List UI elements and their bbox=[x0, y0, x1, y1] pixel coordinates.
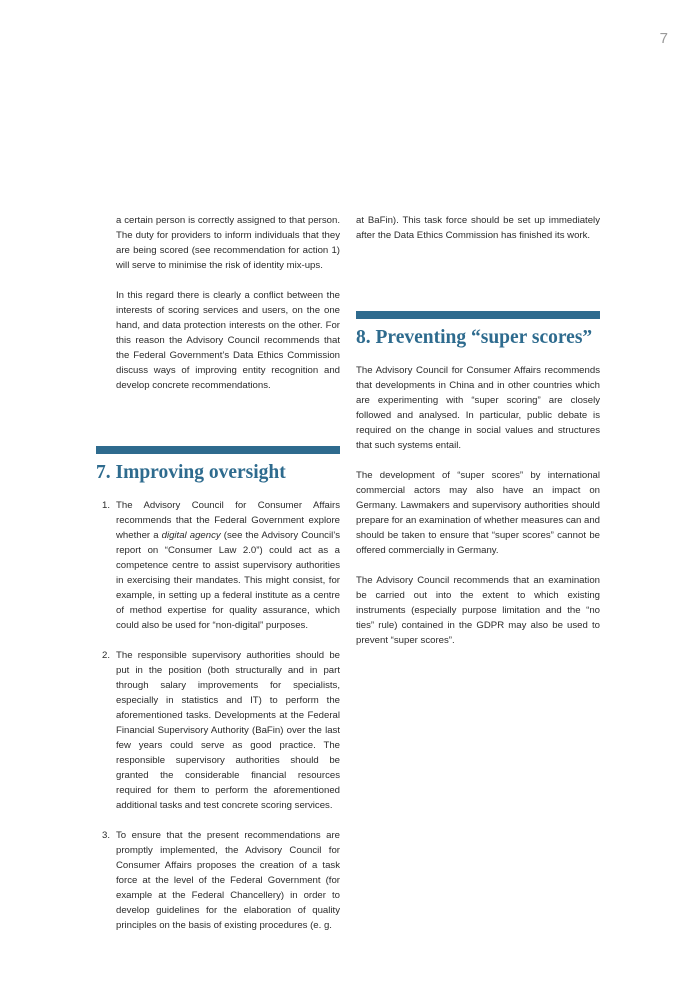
section-8-text bbox=[356, 363, 600, 663]
list-item-number: 1. bbox=[102, 500, 111, 511]
list-item-number: 3. bbox=[102, 830, 111, 841]
section-7-divider bbox=[96, 446, 340, 454]
page-number: 7 bbox=[659, 30, 668, 47]
paragraph: The development of “super scores” by international commercial actors may also have an impact on Germany. Lawmakers and supervisory authorities should prepare for an examination of whether measures can and should be taken to ensure that “super scores” cannot be offered commercially in Germany. bbox=[356, 470, 600, 556]
paragraph: The Advisory Council recommends that an examination be carried out into the extent to which existing instruments (especially purpose limitation and the “no ties” rule) contained in the GDPR may also be used to prevent “super scores”. bbox=[356, 575, 600, 646]
list-item bbox=[102, 828, 340, 933]
list-item-text: The responsible supervisory authorities should be put in the position (both structurally and in part through salary improvements for specialists, especially in statistics and IT) to perform the aforementioned tasks. Developments at the Federal Financial Supervisory Authority (BaFin) over the last few years could serve as good practice. The responsible supervisory authorities should be granted the considerable financial resources required for them to perform the aforementioned additional tasks and test concrete scoring services. bbox=[116, 650, 340, 811]
paragraph: a certain person is correctly assigned to that person. The duty for providers to inform individuals that they are being scored (see recommendation for action 1) will serve to minimise the risk of identity mix-ups. bbox=[116, 215, 340, 271]
italic-term: digital agency bbox=[161, 530, 221, 541]
recommendation-list bbox=[102, 498, 340, 948]
list-item-number: 2. bbox=[102, 650, 111, 661]
section-8-heading: 8. Preventing “super scores” bbox=[356, 327, 593, 348]
left-column-text bbox=[116, 213, 340, 408]
section-8-divider bbox=[356, 311, 600, 319]
paragraph: The Advisory Council for Consumer Affairs recommends that developments in China and in other countries which are experimenting with “super scoring” are closely followed and analysed. In particular, public debate is required on the change in social values and structures that such systems entail. bbox=[356, 365, 600, 451]
right-column-continuation bbox=[356, 213, 600, 258]
list-item bbox=[102, 648, 340, 813]
paragraph: at BaFin). This task force should be set up immediately after the Data Ethics Commission has finished its work. bbox=[356, 215, 600, 241]
list-item bbox=[102, 498, 340, 633]
section-7-heading: 7. Improving oversight bbox=[96, 462, 286, 483]
paragraph: In this regard there is clearly a conflict between the interests of scoring services and users, on the one hand, and data protection interests on the other. For this reason the Advisory Council recommends that the Federal Government’s Data Ethics Commission discuss ways of improving entity recognition and develop concrete recommendations. bbox=[116, 290, 340, 391]
list-item-text: To ensure that the present recommendations are promptly implemented, the Advisory Council for Consumer Affairs proposes the creation of a task force at the level of the Federal Government (for example at the Federal Chancellery) in order to develop guidelines for the elaboration of quality principles on the basis of existing procedures (e. g. bbox=[116, 830, 340, 931]
list-item-text: The Advisory Council for Consumer Affairs recommends that the Federal Government explore whether a digital agency (see the Advisory Council’s report on “Consumer Law 2.0”) could act as a competence centre to assist supervisory authorities in exercising their mandates. This might consist, for example, in setting up a federal institute as a centre of method expertise for quality assurance, which could also be used for “non-digital” purposes. bbox=[116, 500, 340, 631]
